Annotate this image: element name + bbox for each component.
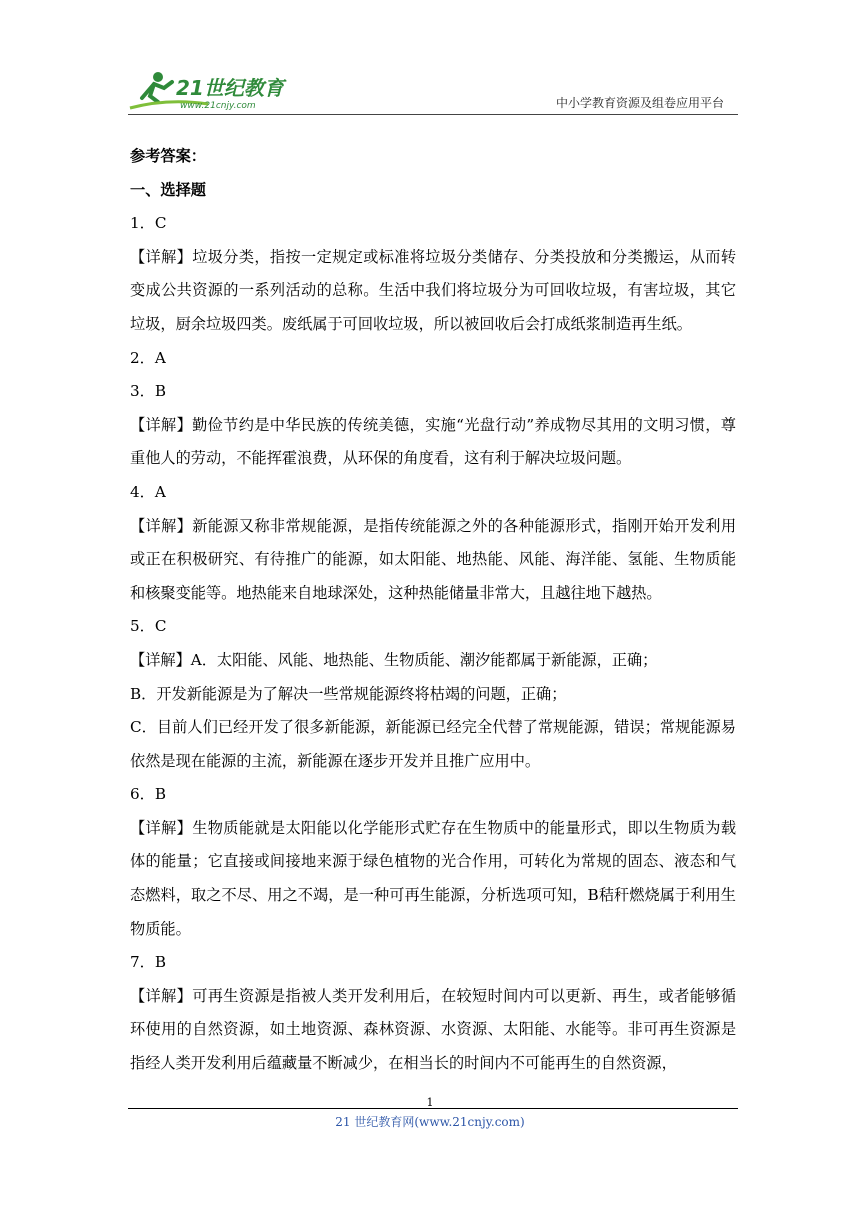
page-number: 1 xyxy=(426,1096,434,1109)
section-heading: 一、选择题 xyxy=(130,180,206,199)
answer-number: 2．A xyxy=(130,348,166,367)
page-header xyxy=(128,68,738,116)
header-divider xyxy=(128,114,738,115)
explanation-paragraph: 【详解】垃圾分类，指按一定规定或标准将垃圾分类储存、分类投放和分类搬运，从而转变成公共资源的一系列活动的总称。生活中我们将垃圾分为可回收垃圾，有害垃圾，其它垃圾，厨余垃圾四类。废纸属于可回收垃圾，所以被回收后会打成纸浆制造再生纸。 xyxy=(130,247,736,333)
explanation-paragraph: C．目前人们已经开发了很多新能源，新能源已经完全代替了常规能源，错误；常规能源易依然是现在能源的主流，新能源在逐步开发并且推广应用中。 xyxy=(130,718,736,770)
explanation-paragraph: 【详解】生物质能就是太阳能以化学能形式贮存在生物质中的能量形式，即以生物质为载体的能量；它直接或间接地来源于绿色植物的光合作用，可转化为常规的固态、液态和气态燃料，取之不尽、用之不竭，是一种可再生能源，分析选项可知，B秸秆燃烧属于利用生物质能。 xyxy=(130,818,736,938)
site-logo xyxy=(128,68,298,114)
answer-number: 3．B xyxy=(130,382,167,401)
answer-number: 5．C xyxy=(130,617,167,636)
answer-list xyxy=(130,207,736,1080)
svg-text:21世纪教育: 21世纪教育 xyxy=(176,76,284,100)
explanation-paragraph: 【详解】新能源又称非常规能源，是指传统能源之外的各种能源形式，指刚开始开发利用或正在积极研究、有待推广的能源，如太阳能、地热能、风能、海洋能、氢能、生物质能和核聚变能等。地热能来自地球深处，这种热能储量非常大，且越往地下越热。 xyxy=(130,516,736,602)
explanation-paragraph: B．开发新能源是为了解决一些常规能源终将枯竭的问题，正确； xyxy=(130,684,567,703)
answer-number: 1．C xyxy=(130,214,167,233)
footer-site-link[interactable]: 21 世纪教育网(www.21cnjy.com) xyxy=(335,1115,525,1129)
answer-number: 6．B xyxy=(130,785,167,804)
explanation-paragraph: 【详解】可再生资源是指被人类开发利用后，在较短时间内可以更新、再生，或者能够循环使用的自然资源，如土地资源、森林资源、水资源、太阳能、水能等。非可再生资源是指经人类开发利用后蕴藏量不断减少，在相当长的时间内不可能再生的自然资源， xyxy=(130,986,736,1073)
svg-text:www.21cnjy.com: www.21cnjy.com xyxy=(180,101,256,111)
answer-number: 7．B xyxy=(130,953,167,972)
answer-title: 参考答案： xyxy=(130,147,206,165)
answer-content xyxy=(130,140,736,1081)
footer-divider xyxy=(128,1108,738,1109)
explanation-paragraph: 【详解】A．太阳能、风能、地热能、生物质能、潮汐能都属于新能源，正确； xyxy=(130,650,658,669)
platform-name: 中小学教育资源及组卷应用平台 xyxy=(555,96,724,110)
explanation-paragraph: 【详解】勤俭节约是中华民族的传统美德，实施“光盘行动”养成物尽其用的文明习惯，尊重他人的劳动，不能挥霍浪费，从环保的角度看，这有利于解决垃圾问题。 xyxy=(130,415,736,468)
answer-number: 4．A xyxy=(130,482,166,501)
